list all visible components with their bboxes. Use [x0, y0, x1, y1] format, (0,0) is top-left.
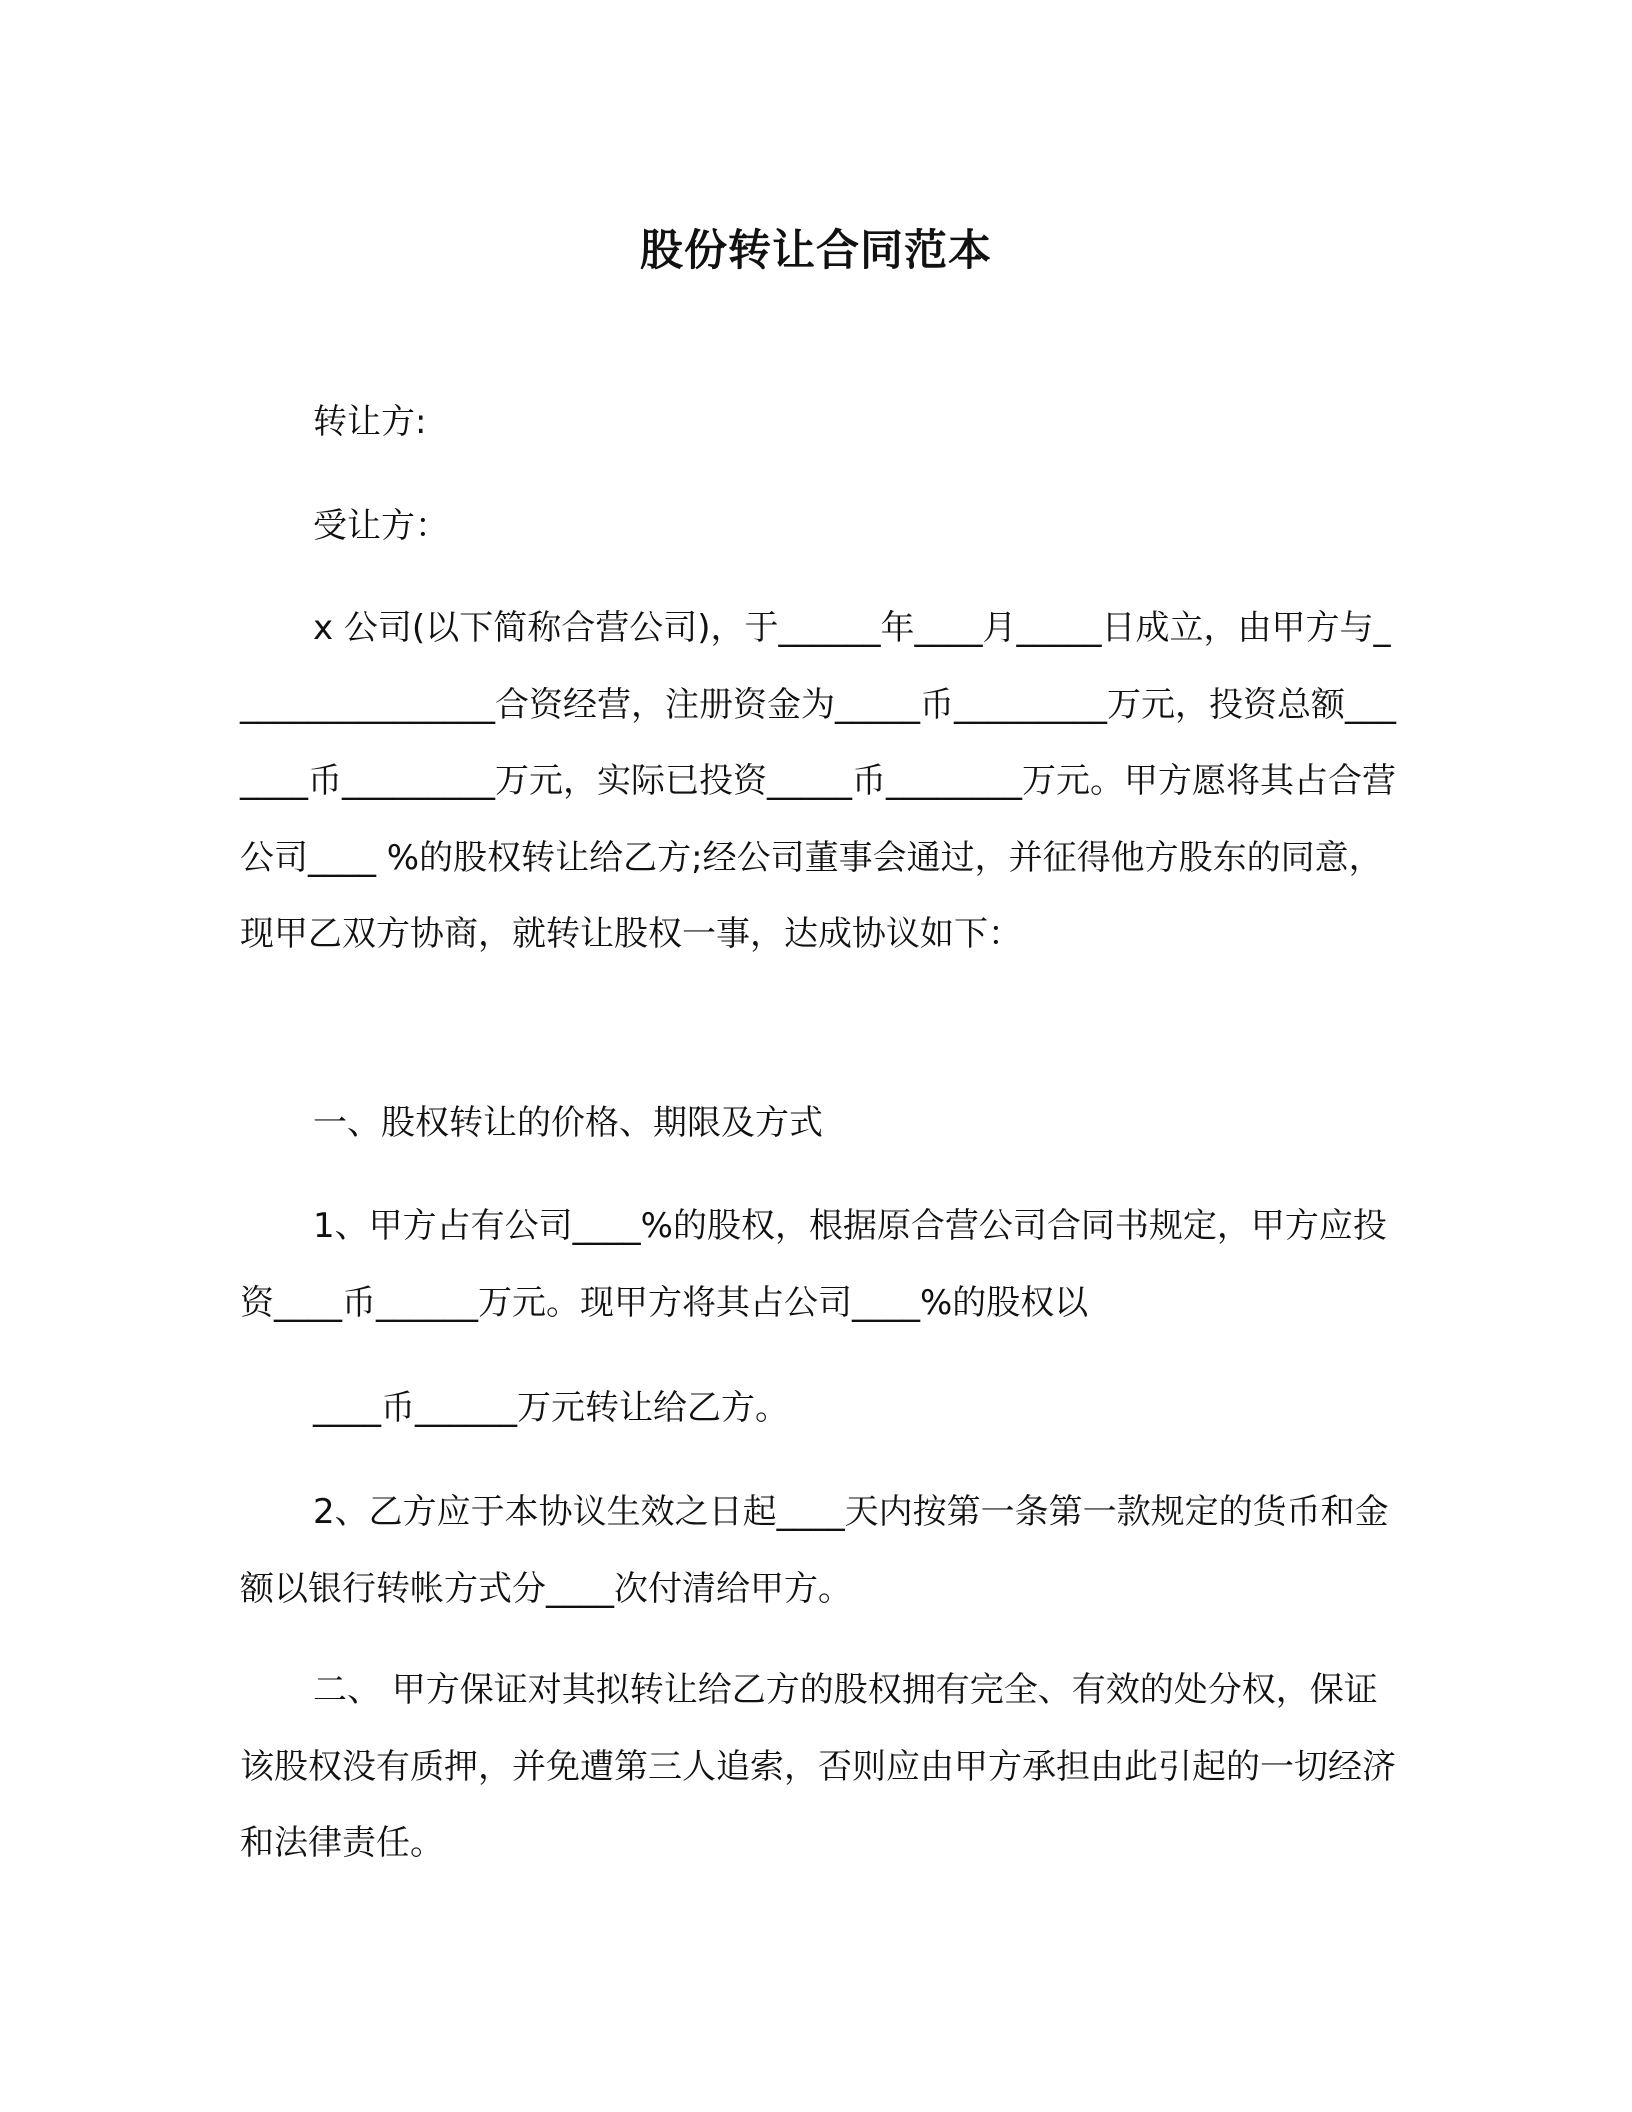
transferor-line: 转让方: [313, 402, 427, 442]
transferee-line: 受让方： [313, 506, 449, 546]
clause-1-1: 1、甲方占有公司____%的股权，根据原合营公司合同书规定，甲方应投资____币______万元。现甲方将其占公司____%的股权以 [240, 1206, 1387, 1323]
section-heading-1: 一、股权转让的价格、期限及方式 [313, 1103, 823, 1143]
clause-1-1-continued: ____币______万元转让给乙方。 [313, 1388, 789, 1428]
document-title: 股份转让合同范本 [640, 226, 992, 276]
clause-1-2: 2、乙方应于本协议生效之日起____天内按第一条第一款规定的货币和金额以银行转帐方式分____次付清给甲方。 [240, 1492, 1389, 1609]
preamble-paragraph: x 公司(以下简称合营公司)，于______年____月_____日成立，由甲方与________________合资经营，注册资金为_____币_________万元，投资总额_______币_________万元，实际已投资_____币________万元。甲方愿将其占合营公司____ %的股权转让给乙方;经公司董事会通过，并征得他方股东的同意，现甲乙双方协商，就转让股权一事，达成协议如下： [240, 608, 1396, 954]
section-2-paragraph: 二、 甲方保证对其拟转让给乙方的股权拥有完全、有效的处分权，保证该股权没有质押，并免遭第三人追索，否则应由甲方承担由此引起的一切经济和法律责任。 [240, 1670, 1396, 1863]
